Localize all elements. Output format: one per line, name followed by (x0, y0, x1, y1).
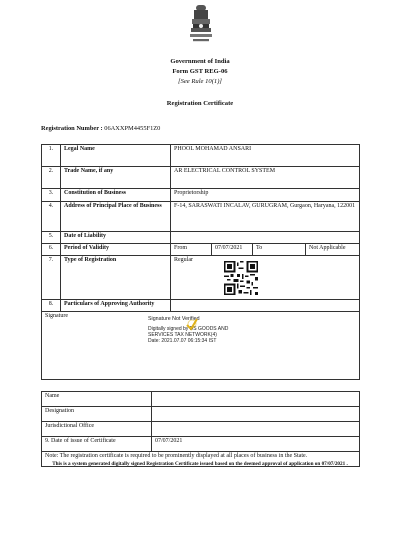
signature-label: Signature (45, 313, 68, 319)
table-row: Name (42, 392, 360, 407)
table-row: Jurisdictional Office (42, 422, 360, 437)
display-note: Note: The registration certificate is required to be prominently displayed at all places of business in the State. (42, 452, 360, 467)
signature-not-verified: Signature Not Verified (148, 316, 200, 322)
table-row: 3. Constitution of Business Proprietorship (42, 189, 360, 202)
table-row: 9. Date of issue of Certificate 07/07/2021 (42, 437, 360, 452)
registration-number-value: 06AXXPM4455F1Z0 (104, 125, 161, 132)
table-row: 8. Particulars of Approving Authority (42, 300, 360, 312)
system-generated-footer: This is a system generated digitally signed Registration Certificate issued based on the deemed approval of application on 07/07/2021 . (52, 461, 348, 467)
certificate-title: Registration Certificate (166, 100, 234, 107)
registration-number-label: Registration Number : (41, 125, 103, 132)
national-emblem-icon (181, 3, 221, 53)
table-row: Designation (42, 407, 360, 422)
table-row: 7. Type of Registration Regular (42, 256, 360, 300)
table-row: 4. Address of Principal Place of Business F-14, SARASWATI INCALAV, GURUGRAM, Gurgaon, Haryana, 122001 (42, 202, 360, 232)
table-row: 2. Trade Name, if any AR ELECTRICAL CONTROL SYSTEM (42, 167, 360, 189)
signature-row (42, 312, 360, 380)
table-row: 1. Legal Name PHOOL MOHAMAD ANSARI (42, 145, 360, 167)
digital-signature-block: Signature Not Verified Digitally signed by DS GOODS AND SERVICES TAX NETWORK(4) Date: 2021.07.07 06:15:34 IST (148, 316, 229, 345)
rule-reference: [See Rule 10(1)] (178, 78, 222, 85)
government-heading: Government of India (170, 58, 230, 65)
certificate-table (41, 144, 360, 380)
registration-number (41, 125, 160, 132)
approving-authority-table (41, 391, 360, 467)
verification-check-icon (185, 317, 199, 331)
form-heading: Form GST REG-06 (172, 68, 228, 75)
table-row: 6. Period of Validity From 07/07/2021 To Not Applicable (42, 244, 360, 256)
table-row: 5. Date of Liability (42, 232, 360, 244)
qr-code-icon (224, 261, 258, 295)
